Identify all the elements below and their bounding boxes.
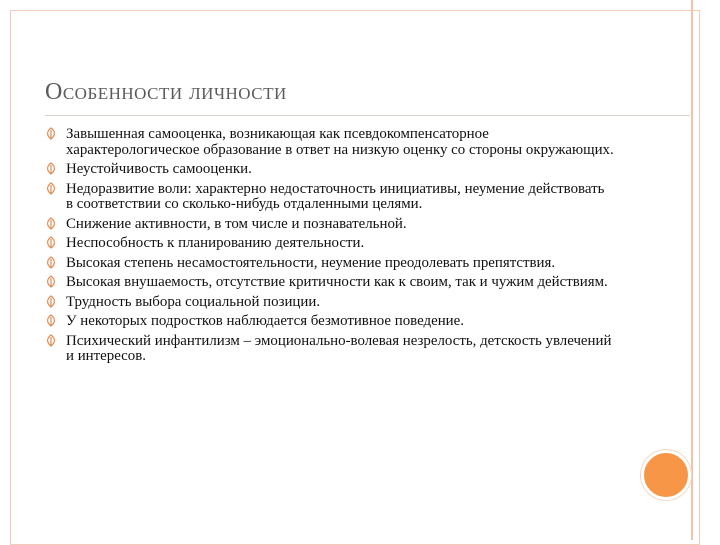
list-item (45, 162, 615, 178)
list-item (45, 217, 615, 233)
leaf-bullet-icon (45, 314, 57, 327)
list-item-text: Трудность выбора социальной позиции. (66, 293, 321, 310)
list-item-text: У некоторых подростков наблюдается безмотивное поведение. (66, 313, 464, 329)
list-item (45, 256, 615, 272)
list-item-text: Неспособность к планированию деятельности. (66, 235, 365, 251)
list-item (45, 295, 615, 311)
list-item-text: Психический инфантилизм – эмоционально-волевая незрелость, детскость увлечений и интересов. (66, 332, 612, 364)
bullet-list (45, 127, 615, 369)
leaf-bullet-icon (45, 182, 57, 195)
list-item (45, 127, 615, 158)
list-item (45, 334, 615, 365)
leaf-bullet-icon (45, 275, 57, 288)
leaf-bullet-icon (45, 127, 57, 140)
list-item-text: Неустойчивость самооценки. (66, 161, 252, 177)
leaf-bullet-icon (45, 295, 57, 308)
slide-title: Особенности личности (45, 79, 287, 105)
list-item (45, 182, 615, 213)
title-underline (45, 115, 690, 116)
leaf-bullet-icon (45, 162, 57, 175)
list-item (45, 236, 615, 252)
leaf-bullet-icon (45, 236, 57, 249)
leaf-bullet-icon (45, 256, 57, 269)
list-item (45, 275, 615, 291)
list-item-text: Высокая внушаемость, отсутствие критичности как к своим, так и чужим действиям. (66, 274, 608, 290)
list-item-text: Высокая степень несамостоятельности, неумение преодолевать препятствия. (66, 254, 556, 271)
list-item-text: Завышенная самооценка, возникающая как псевдокомпенсаторное характерологическое образование в ответ на низкую оценку со стороны окружающих. (66, 126, 614, 158)
decorative-circle (641, 450, 691, 500)
leaf-bullet-icon (45, 217, 57, 230)
leaf-bullet-icon (45, 334, 57, 347)
list-item-text: Недоразвитие воли: характерно недостаточность инициативы, неумение действовать в соответствии со сколько-нибудь отдаленными целями. (66, 180, 605, 212)
list-item (45, 314, 615, 330)
right-accent-line (691, 0, 693, 540)
list-item-text: Снижение активности, в том числе и познавательной. (66, 215, 407, 232)
